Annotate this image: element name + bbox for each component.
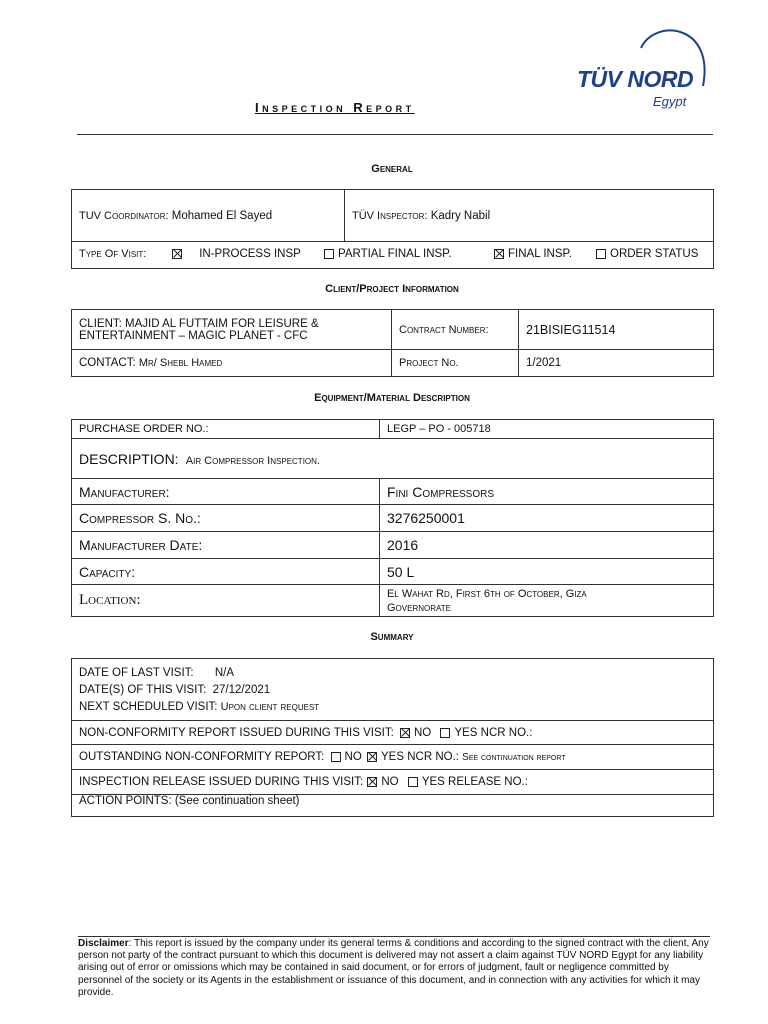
serial-value: 3276250001 [380,505,714,532]
visit-final-checkbox[interactable] [494,249,504,259]
disclaimer [78,936,710,999]
client-line-1: CLIENT: MAJID AL FUTTAIM FOR LEISURE & [79,317,319,330]
next-visit-value: Upon client request [220,700,320,713]
next-visit-row [79,699,706,716]
action-points: ACTION POINTS: (See continuation sheet) [72,795,714,817]
release-row [72,770,714,795]
this-visit-label: DATE(S) OF THIS VISIT: [79,683,207,696]
manufacturer-label: Manufacturer: [72,479,380,505]
visit-dates-cell [72,659,714,721]
project-label: Project No. [392,350,519,377]
ncr-yes-checkbox[interactable] [440,728,450,738]
location-line-1: El Wahat Rd, First 6th of October, Giza [387,587,587,600]
disclaimer-label: Disclaimer [78,938,129,949]
next-visit-label: NEXT SCHEDULED VISIT: [79,700,221,713]
client-cell [72,310,392,350]
outstanding-label: OUTSTANDING NON-CONFORMITY REPORT: [79,751,325,763]
disclaimer-text: : This report is issued by the company under its general terms & conditions and according to the signed contract with the client, Any person not party of the contract pursuant to which this document is delivered may not assert a claim against TÜV NORD Egypt for any liability arising out of error or omissions which may be contained in said document, or for errors of judgment, fault or negligence committed by personnel of the society or its Agents in the establishment or issuance of this document, and in connection with any activities for which it may provide. [78,938,709,998]
outstanding-ncr-row [72,745,714,770]
release-no-label: NO [381,776,399,788]
po-label: PURCHASE ORDER NO.: [72,420,380,439]
ncr-yes-label: YES NCR NO.: [454,726,533,739]
client-heading: Client/Project Information [325,283,459,295]
capacity-value: 50 L [380,559,714,585]
visit-final[interactable] [494,248,572,260]
ncr-row [72,721,714,745]
description-label: DESCRIPTION: [79,450,179,467]
visit-inprocess-label: IN-PROCESS INSP [199,248,301,260]
release-no-checkbox[interactable] [367,777,377,787]
inspector-label: TÜV Inspector: [352,209,428,222]
outstanding-no-checkbox[interactable] [331,752,341,762]
report-title: Inspection Report [255,100,415,115]
general-heading: General [371,163,413,175]
inspector-value: Kadry Nabil [430,209,491,222]
client-table [71,309,714,377]
visit-type-label: Type Of Visit: [79,248,147,260]
visit-order-status-label: ORDER STATUS [610,248,699,260]
manufacturer-value: Fini Compressors [380,479,714,505]
ncr-label: NON-CONFORMITY REPORT ISSUED DURING THIS VISIT: [79,726,394,739]
visit-inprocess[interactable] [172,248,301,260]
outstanding-yes-note: See continuation report [462,752,566,763]
location-label: Location: [72,585,380,617]
description-value: Air Compressor Inspection. [185,454,320,467]
visit-final-label: FINAL INSP. [508,248,572,260]
last-visit-value: N/A [214,666,234,679]
this-visit-value: 27/12/2021 [212,683,271,696]
visit-order-status-checkbox[interactable] [596,249,606,259]
coordinator-label: TUV Coordinator: [79,209,169,222]
this-visit-row [79,682,706,699]
visit-partial-checkbox[interactable] [324,249,334,259]
ncr-no-label: NO [414,726,432,739]
logo-brand: TÜV NORD [577,66,694,92]
contract-value: 21BISIEG11514 [519,310,714,350]
outstanding-yes-checkbox[interactable] [367,752,377,762]
summary-heading: Summary [370,631,414,643]
equipment-table [71,419,714,617]
summary-table [71,658,714,817]
contact-label: CONTACT: [79,357,139,369]
outstanding-no-label: NO [344,751,362,763]
title-divider [77,134,713,135]
last-visit-row [79,665,706,682]
visit-type-row [72,242,714,269]
coordinator-cell [72,190,345,242]
visit-order-status[interactable] [596,248,698,260]
serial-label: Compressor S. No.: [72,505,380,532]
manufacture-date-value: 2016 [380,532,714,559]
po-value: LEGP – PO - 005718 [380,420,714,439]
visit-partial[interactable] [324,248,452,260]
coordinator-value: Mohamed El Sayed [171,209,273,222]
contact-value: Mr/ Shebl Hamed [138,357,223,369]
equipment-heading: Equipment/Material Description [314,392,470,404]
visit-inprocess-checkbox[interactable] [172,249,182,259]
visit-partial-label: PARTIAL FINAL INSP. [338,248,452,260]
release-yes-checkbox[interactable] [408,777,418,787]
capacity-label: Capacity: [72,559,380,585]
manufacture-date-label: Manufacturer Date: [72,532,380,559]
last-visit-label: DATE OF LAST VISIT: [79,666,194,679]
project-value: 1/2021 [519,350,714,377]
contact-cell [72,350,392,377]
location-line-2: Governorate [387,601,451,614]
client-line-2: ENTERTAINMENT – MAGIC PLANET - CFC [79,329,308,342]
outstanding-yes-label: YES NCR NO.: [381,751,463,763]
tuv-nord-logo [575,26,715,116]
release-label: INSPECTION RELEASE ISSUED DURING THIS VISIT: [79,776,364,788]
location-value [380,585,714,617]
ncr-no-checkbox[interactable] [400,728,410,738]
description-cell [72,439,714,479]
contract-label: Contract Number: [392,310,519,350]
general-table [71,189,714,269]
logo-sub: Egypt [653,94,687,109]
inspector-cell [345,190,714,242]
release-yes-label: YES RELEASE NO.: [421,776,528,788]
